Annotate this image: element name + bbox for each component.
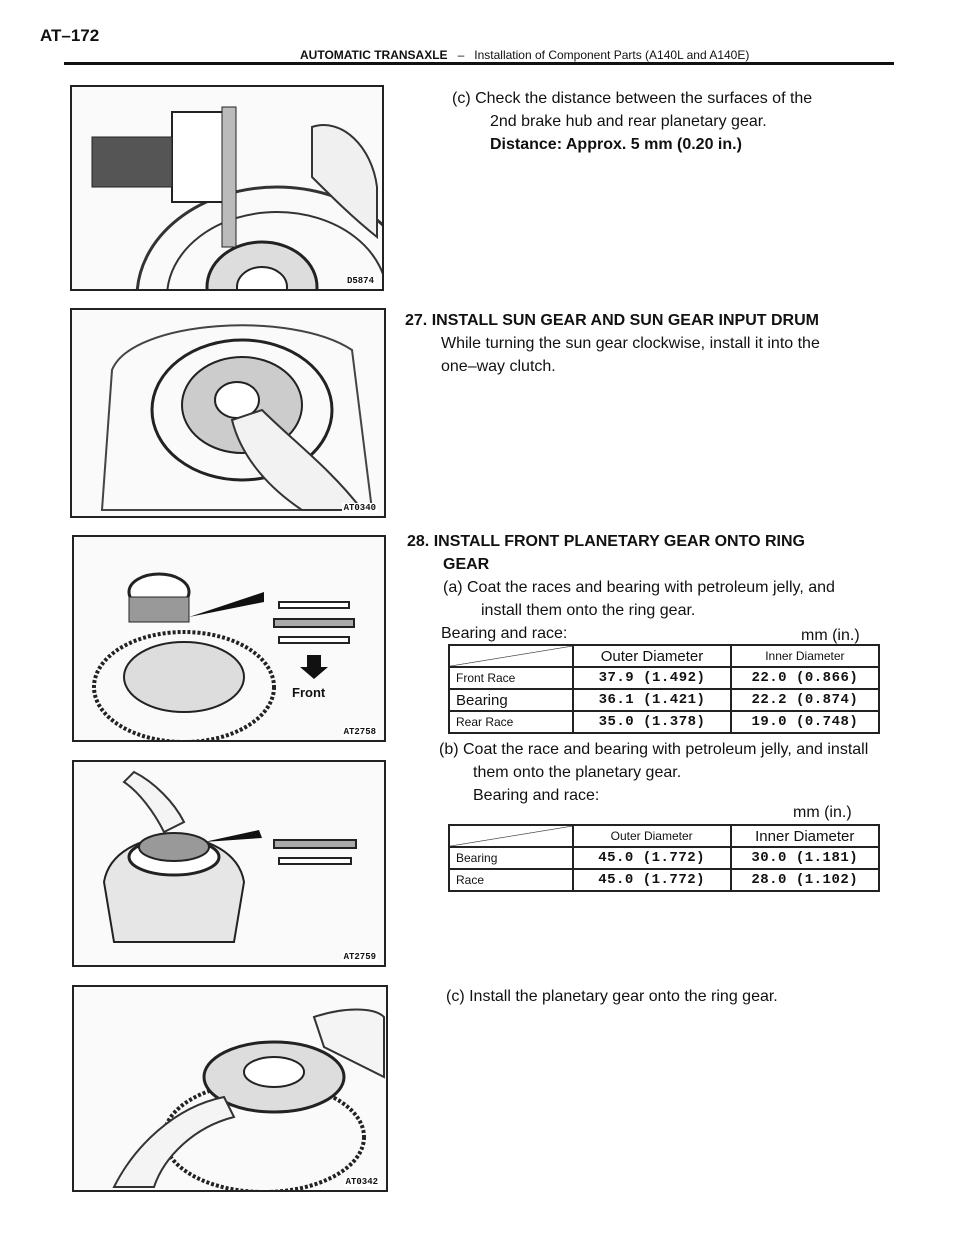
table-row — [449, 847, 879, 869]
table-row — [449, 667, 879, 689]
figure-sun-gear-install-drawing — [72, 310, 384, 516]
row-outer: 45.0 (1.772) — [573, 847, 731, 869]
step-28-title-line1: 28. INSTALL FRONT PLANETARY GEAR ONTO RING — [407, 533, 805, 550]
col-outer-diameter: Outer Diameter — [573, 825, 731, 847]
figure-planetary-install — [72, 985, 388, 1192]
figure-sun-gear-install — [70, 308, 386, 518]
step-c1-distance: Distance: Approx. 5 mm (0.20 in.) — [490, 136, 742, 153]
table-header-row — [449, 645, 879, 667]
col-inner-diameter: Inner Diameter — [731, 825, 880, 847]
row-outer: 37.9 (1.492) — [573, 667, 730, 689]
row-outer: 36.1 (1.421) — [573, 689, 730, 711]
step-c1-line2: 2nd brake hub and rear planetary gear. — [490, 113, 767, 130]
step-27-title: 27. INSTALL SUN GEAR AND SUN GEAR INPUT DRUM — [405, 312, 819, 329]
row-outer: 35.0 (1.378) — [573, 711, 730, 733]
step-28b-unit: mm (in.) — [793, 804, 852, 821]
table-row — [449, 689, 879, 711]
figure-distance-check — [70, 85, 384, 291]
row-outer: 45.0 (1.772) — [573, 869, 731, 891]
figure-ring-gear-bearing-drawing — [74, 537, 384, 740]
step-28b-line2: them onto the planetary gear. — [473, 764, 682, 781]
row-name: Bearing — [449, 689, 573, 711]
step-28a-label: Bearing and race: — [441, 625, 568, 642]
row-inner: 19.0 (0.748) — [731, 711, 879, 733]
step-28-title-line2: GEAR — [443, 556, 490, 573]
page-number: AT–172 — [40, 26, 100, 45]
step-28b-line1: (b) Coat the race and bearing with petroleum jelly, and install — [439, 741, 869, 758]
row-name: Front Race — [449, 667, 573, 689]
bearing-race-table-2 — [448, 824, 880, 892]
row-name: Race — [449, 869, 573, 891]
row-inner: 22.0 (0.866) — [731, 667, 879, 689]
figure-planetary-install-drawing — [74, 987, 386, 1190]
running-header — [300, 48, 749, 62]
table-row — [449, 869, 879, 891]
col-inner-diameter: Inner Diameter — [731, 645, 879, 667]
row-name: Rear Race — [449, 711, 573, 733]
step-c1-line1: (c) Check the distance between the surfaces of the — [452, 90, 813, 107]
table-corner — [449, 825, 573, 847]
figure-front-label: Front — [292, 685, 326, 700]
figure-code: AT2759 — [343, 952, 376, 962]
table-row — [449, 711, 879, 733]
row-inner: 22.2 (0.874) — [731, 689, 879, 711]
figure-ring-gear-bearing — [72, 535, 386, 742]
figure-planetary-bearing — [72, 760, 386, 967]
col-outer-diameter: Outer Diameter — [573, 645, 730, 667]
header-subtitle: Installation of Component Parts (A140L and A140E) — [474, 48, 750, 62]
figure-code: AT0340 — [343, 503, 376, 513]
step-27-line1: While turning the sun gear clockwise, install it into the — [441, 335, 820, 352]
header-separator: – — [457, 48, 465, 62]
table-corner — [449, 645, 573, 667]
bearing-race-table-1 — [448, 644, 880, 734]
figure-code: D5874 — [346, 276, 374, 286]
figure-distance-check-drawing — [72, 87, 382, 289]
header-rule — [64, 62, 894, 65]
step-28a-unit: mm (in.) — [801, 627, 860, 644]
row-inner: 30.0 (1.181) — [731, 847, 880, 869]
figure-code: AT0342 — [345, 1177, 378, 1187]
step-27-line2: one–way clutch. — [441, 358, 556, 375]
table-header-row — [449, 825, 879, 847]
step-28a-line1: (a) Coat the races and bearing with petroleum jelly, and — [443, 579, 835, 596]
step-28a-line2: install them onto the ring gear. — [481, 602, 696, 619]
row-name: Bearing — [449, 847, 573, 869]
step-28c: (c) Install the planetary gear onto the ring gear. — [446, 988, 778, 1005]
row-inner: 28.0 (1.102) — [731, 869, 880, 891]
step-28b-label: Bearing and race: — [473, 787, 600, 804]
header-section: AUTOMATIC TRANSAXLE — [300, 48, 448, 62]
figure-planetary-bearing-drawing — [74, 762, 384, 965]
figure-code: AT2758 — [343, 727, 376, 737]
